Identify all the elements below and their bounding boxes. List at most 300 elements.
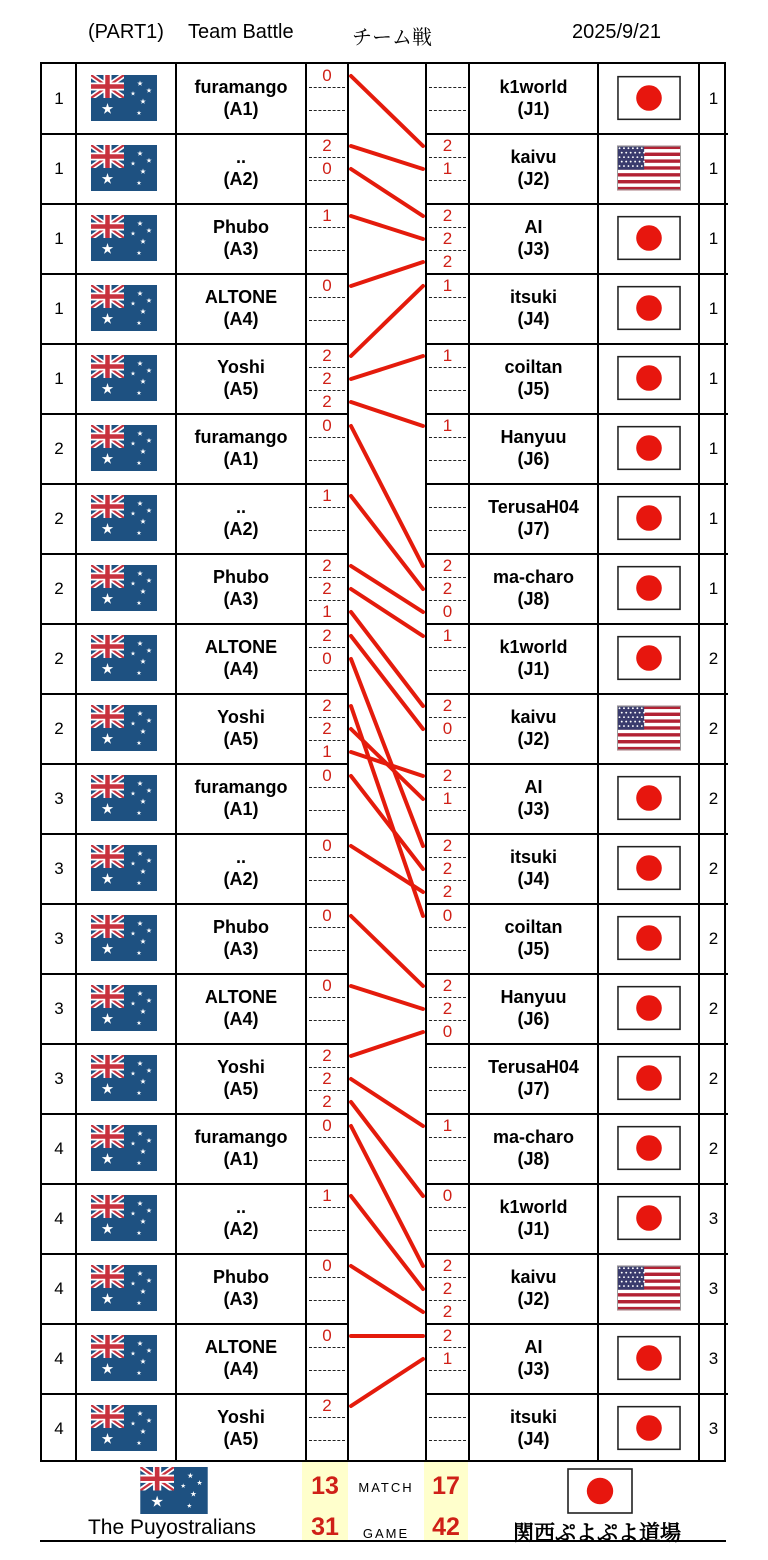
australia-flag-icon [91, 705, 157, 751]
slot-divider [429, 1347, 466, 1348]
australia-flag-icon [91, 1125, 157, 1171]
right-score-slot: 2 [442, 229, 453, 248]
round-number-right: 1 [708, 369, 719, 388]
japan-flag-icon [617, 495, 681, 541]
right-score-slot [427, 671, 468, 693]
right-score-slot [427, 88, 468, 110]
player-flag [91, 705, 157, 751]
match-label: MATCH [358, 1480, 414, 1495]
left-team-flag [140, 1467, 208, 1514]
round-number-right: 2 [708, 859, 719, 878]
player-name: .. (A2) [223, 147, 259, 189]
left-score-slot [307, 1301, 347, 1323]
right-score-slot [427, 928, 468, 950]
round-number-right: 2 [708, 719, 719, 738]
slot-divider [309, 390, 345, 391]
opponent-flag [617, 845, 681, 891]
opponent-name: Hanyuu (J6) [500, 987, 567, 1029]
slot-divider [309, 647, 345, 648]
left-score-slot [307, 1161, 347, 1183]
right-score-slot: 2 [442, 206, 453, 225]
left-score-slot: 2 [322, 579, 332, 598]
right-score-slot [427, 461, 468, 483]
left-score-slot [307, 111, 347, 133]
right-score-slot [427, 1045, 468, 1067]
japan-flag-icon [617, 565, 681, 611]
grid-line [426, 1183, 728, 1185]
slot-divider [309, 1207, 345, 1208]
grid-line [42, 203, 348, 205]
player-flag [91, 775, 157, 821]
us-flag-icon [617, 145, 681, 191]
opponent-flag [617, 565, 681, 611]
australia-flag-icon [91, 145, 157, 191]
round-number-left: 2 [54, 439, 64, 458]
player-name: furamango (A1) [194, 777, 288, 819]
slot-divider [309, 857, 345, 858]
left-match-total: 13 [311, 1472, 339, 1500]
slot-divider [309, 670, 345, 671]
left-score-slot [307, 508, 347, 530]
round-number-right: 3 [708, 1419, 719, 1438]
slot-divider [309, 110, 345, 111]
game-label: GAME [362, 1526, 410, 1541]
round-number-left: 1 [54, 89, 64, 108]
player-name: Phubo (A3) [213, 567, 269, 609]
slot-divider [429, 1440, 466, 1441]
opponent-name: kaivu (J2) [510, 707, 557, 749]
player-flag [91, 1265, 157, 1311]
right-score-slot: 2 [442, 976, 453, 995]
opponent-name: AI (J3) [517, 777, 550, 819]
slot-divider [309, 227, 345, 228]
opponent-flag [617, 425, 681, 471]
australia-flag-icon [91, 495, 157, 541]
player-flag [91, 145, 157, 191]
player-flag [91, 215, 157, 261]
round-number-right: 1 [708, 229, 719, 248]
slot-divider [309, 87, 345, 88]
australia-flag-icon [91, 565, 157, 611]
grid-line [426, 133, 728, 135]
right-score-slot: 2 [442, 999, 453, 1018]
left-score-slot: 0 [322, 649, 332, 668]
left-score-slot [307, 438, 347, 460]
grid-line [426, 1043, 728, 1045]
opponent-name: Hanyuu (J6) [500, 427, 567, 469]
slot-divider [429, 507, 466, 508]
slot-divider [309, 1067, 345, 1068]
opponent-name: coiltan (J5) [504, 357, 563, 399]
left-score-slot [307, 88, 347, 110]
australia-flag-icon [91, 635, 157, 681]
australia-flag-icon [91, 1265, 157, 1311]
opponent-flag [617, 1195, 681, 1241]
slot-divider [309, 1440, 345, 1441]
player-flag [91, 1195, 157, 1241]
slot-divider [429, 787, 466, 788]
player-flag [91, 845, 157, 891]
slot-divider [309, 437, 345, 438]
opponent-flag [617, 775, 681, 821]
grid-line [426, 903, 728, 905]
player-name: Yoshi (A5) [217, 707, 265, 749]
slot-divider [429, 927, 466, 928]
left-score-slot: 0 [322, 159, 332, 178]
page-title: Team Battle [188, 21, 294, 43]
slot-divider [309, 1230, 345, 1231]
round-number-right: 3 [708, 1209, 719, 1228]
right-score-slot [427, 1208, 468, 1230]
left-score-slot [307, 321, 347, 343]
left-score-slot [307, 181, 347, 203]
japan-flag-icon [617, 775, 681, 821]
player-name: .. (A2) [223, 1197, 259, 1239]
event-date: 2025/9/21 [572, 21, 661, 43]
left-score-slot: 2 [322, 1046, 332, 1065]
right-score-slot [427, 1091, 468, 1113]
right-score-slot: 2 [442, 766, 453, 785]
right-score-slot: 0 [442, 1186, 453, 1205]
opponent-flag [617, 1335, 681, 1381]
opponent-flag [617, 495, 681, 541]
right-score-slot: 1 [442, 1349, 453, 1368]
round-number-left: 1 [54, 159, 64, 178]
slot-divider [429, 157, 466, 158]
left-score-slot [307, 1348, 347, 1370]
slot-divider [429, 390, 466, 391]
round-number-left: 3 [54, 859, 64, 878]
slot-divider [429, 1020, 466, 1021]
grid-line [42, 763, 348, 765]
slot-divider [309, 460, 345, 461]
australia-flag-icon [140, 1467, 208, 1514]
grid-line [42, 1113, 348, 1115]
right-match-total: 17 [432, 1472, 460, 1500]
round-number-left: 4 [54, 1279, 64, 1298]
opponent-flag [617, 985, 681, 1031]
left-score-slot: 1 [322, 206, 332, 225]
right-score-slot [427, 508, 468, 530]
opponent-flag [617, 635, 681, 681]
opponent-name: kaivu (J2) [510, 147, 557, 189]
us-flag-icon [617, 1265, 681, 1311]
japan-flag-icon [617, 215, 681, 261]
grid-line [426, 1253, 728, 1255]
slot-divider [429, 1370, 466, 1371]
grid-line [42, 413, 348, 415]
opponent-flag [617, 1125, 681, 1171]
grid-line [426, 833, 728, 835]
slot-divider [429, 320, 466, 321]
match-line [351, 146, 423, 169]
slot-divider [429, 857, 466, 858]
right-score-slot [427, 811, 468, 833]
player-flag [91, 985, 157, 1031]
round-number-left: 3 [54, 789, 64, 808]
round-number-left: 2 [54, 509, 64, 528]
left-score-slot [307, 1021, 347, 1043]
opponent-name: ma-charo (J8) [492, 1127, 575, 1169]
player-flag [91, 285, 157, 331]
grid-line [42, 483, 348, 485]
slot-divider [309, 717, 345, 718]
opponent-name: TerusaH04 (J7) [488, 497, 579, 539]
opponent-name: itsuki (J4) [509, 847, 557, 889]
match-table [40, 62, 726, 1462]
slot-divider [309, 180, 345, 181]
player-name: furamango (A1) [194, 77, 288, 119]
round-number-right: 2 [708, 999, 719, 1018]
opponent-flag [617, 215, 681, 261]
right-score-slot: 1 [442, 626, 453, 645]
left-score-slot: 2 [322, 1396, 332, 1415]
slot-divider [309, 1300, 345, 1301]
header-part-label: (PART1) [88, 21, 164, 43]
slot-divider [429, 1417, 466, 1418]
slot-divider [309, 530, 345, 531]
australia-flag-icon [91, 285, 157, 331]
slot-divider [309, 927, 345, 928]
player-flag [91, 495, 157, 541]
japan-flag-icon [617, 425, 681, 471]
right-score-slot: 2 [442, 1302, 453, 1321]
right-score-slot: 2 [442, 859, 453, 878]
left-score-slot [307, 298, 347, 320]
grid-line [426, 273, 728, 275]
slot-divider [429, 577, 466, 578]
right-score-slot: 2 [442, 882, 453, 901]
right-score-slot: 2 [442, 136, 453, 155]
australia-flag-icon [91, 75, 157, 121]
bracket-lines [348, 64, 426, 1460]
grid-line [42, 1323, 348, 1325]
opponent-flag [617, 915, 681, 961]
left-score-slot [307, 858, 347, 880]
japan-flag-icon [617, 1195, 681, 1241]
match-line [351, 986, 423, 1009]
slot-divider [429, 740, 466, 741]
round-number-right: 2 [708, 649, 719, 668]
match-line [351, 169, 423, 216]
grid-line [42, 1043, 348, 1045]
opponent-name: k1world (J1) [499, 77, 568, 119]
round-number-right: 3 [708, 1279, 719, 1298]
japan-flag-icon [617, 1335, 681, 1381]
right-score-slot: 1 [442, 1116, 453, 1135]
page-title-japanese: チーム戦 [352, 27, 432, 49]
slot-divider [309, 997, 345, 998]
grid-line [42, 553, 348, 555]
slot-divider [309, 297, 345, 298]
right-score-slot: 0 [442, 1022, 453, 1041]
right-score-slot [427, 1441, 468, 1463]
slot-divider [429, 1277, 466, 1278]
slot-divider [429, 110, 466, 111]
grid-line [426, 763, 728, 765]
right-score-slot [427, 1231, 468, 1253]
slot-divider [309, 157, 345, 158]
slot-divider [429, 530, 466, 531]
left-score-slot: 1 [322, 1186, 332, 1205]
right-score-slot [427, 648, 468, 670]
opponent-name: ma-charo (J8) [492, 567, 575, 609]
opponent-flag [617, 1055, 681, 1101]
slot-divider [429, 180, 466, 181]
right-score-slot: 1 [442, 346, 453, 365]
slot-divider [309, 1090, 345, 1091]
right-score-slot: 1 [442, 276, 453, 295]
slot-divider [309, 1160, 345, 1161]
japan-flag-icon [617, 355, 681, 401]
slot-divider [309, 810, 345, 811]
japan-flag-icon [617, 75, 681, 121]
left-score-slot [307, 811, 347, 833]
right-score-slot: 2 [442, 556, 453, 575]
player-name: Yoshi (A5) [217, 1057, 265, 1099]
left-score-slot [307, 251, 347, 273]
left-score-slot [307, 1441, 347, 1463]
australia-flag-icon [91, 1335, 157, 1381]
slot-divider [429, 1207, 466, 1208]
us-flag-icon [617, 705, 681, 751]
slot-divider [309, 1020, 345, 1021]
right-score-slot: 0 [442, 719, 453, 738]
match-line [351, 76, 423, 146]
grid-line [426, 553, 728, 555]
grid-line [42, 693, 348, 695]
match-line [351, 402, 423, 426]
opponent-flag [617, 145, 681, 191]
slot-divider [429, 1090, 466, 1091]
player-flag [91, 1125, 157, 1171]
slot-divider [429, 297, 466, 298]
slot-divider [309, 950, 345, 951]
round-number-left: 4 [54, 1209, 64, 1228]
right-score-slot: 2 [442, 696, 453, 715]
right-score-slot [427, 111, 468, 133]
player-name: Yoshi (A5) [217, 357, 265, 399]
player-name: ALTONE (A4) [204, 987, 278, 1029]
slot-divider [429, 437, 466, 438]
match-line [351, 286, 423, 356]
round-number-right: 3 [708, 1349, 719, 1368]
slot-divider [429, 600, 466, 601]
left-score-slot: 0 [322, 766, 332, 785]
japan-flag-icon [617, 635, 681, 681]
right-score-slot [427, 438, 468, 460]
round-number-right: 1 [708, 299, 719, 318]
japan-flag-icon [617, 1125, 681, 1171]
left-score-slot [307, 671, 347, 693]
right-score-slot: 0 [442, 602, 453, 621]
japan-flag-icon [617, 1055, 681, 1101]
left-score-slot [307, 461, 347, 483]
left-team-name: The Puyostralians [87, 1516, 257, 1539]
round-number-left: 2 [54, 649, 64, 668]
round-number-right: 1 [708, 509, 719, 528]
right-score-slot: 0 [442, 906, 453, 925]
grid-line [42, 1393, 348, 1395]
slot-divider [429, 647, 466, 648]
australia-flag-icon [91, 1195, 157, 1241]
left-score-slot: 2 [322, 346, 332, 365]
grid-line [42, 973, 348, 975]
slot-divider [429, 367, 466, 368]
left-score-slot: 0 [322, 1256, 332, 1275]
player-name: ALTONE (A4) [204, 287, 278, 329]
right-score-slot: 2 [442, 579, 453, 598]
left-score-slot: 2 [322, 136, 332, 155]
japan-flag-icon [617, 985, 681, 1031]
grid-line [426, 973, 728, 975]
round-number-left: 1 [54, 299, 64, 318]
right-score-slot: 1 [442, 416, 453, 435]
right-score-slot: 1 [442, 789, 453, 808]
grid-line [426, 203, 728, 205]
left-score-slot [307, 531, 347, 553]
grid-line [42, 273, 348, 275]
round-number-left: 2 [54, 719, 64, 738]
right-score-slot [427, 741, 468, 763]
grid-line [42, 623, 348, 625]
right-score-slot: 2 [442, 836, 453, 855]
opponent-name: kaivu (J2) [510, 1267, 557, 1309]
slot-divider [309, 1347, 345, 1348]
japan-flag-icon [617, 1405, 681, 1451]
right-score-slot [427, 1068, 468, 1090]
slot-divider [309, 250, 345, 251]
opponent-name: AI (J3) [517, 217, 550, 259]
round-number-left: 3 [54, 999, 64, 1018]
opponent-flag [617, 285, 681, 331]
player-name: furamango (A1) [194, 1127, 288, 1169]
slot-divider [309, 1137, 345, 1138]
australia-flag-icon [91, 1055, 157, 1101]
totals-footer [40, 1462, 726, 1545]
left-score-slot: 2 [322, 1069, 332, 1088]
slot-divider [429, 950, 466, 951]
left-score-slot: 1 [322, 602, 332, 621]
right-score-slot: 2 [442, 1256, 453, 1275]
slot-divider [429, 250, 466, 251]
australia-flag-icon [91, 985, 157, 1031]
player-name: Phubo (A3) [213, 917, 269, 959]
australia-flag-icon [91, 915, 157, 961]
match-line [351, 356, 423, 379]
slot-divider [309, 1277, 345, 1278]
left-score-slot [307, 788, 347, 810]
round-number-right: 2 [708, 1139, 719, 1158]
left-score-slot [307, 1278, 347, 1300]
round-number-right: 1 [708, 439, 719, 458]
grid-line [42, 833, 348, 835]
right-score-slot [427, 951, 468, 973]
opponent-flag [617, 1405, 681, 1451]
round-number-left: 1 [54, 229, 64, 248]
match-line [351, 659, 423, 846]
player-name: ALTONE (A4) [204, 637, 278, 679]
grid-line [426, 343, 728, 345]
right-score-slot [427, 1395, 468, 1417]
player-flag [91, 75, 157, 121]
slot-divider [429, 717, 466, 718]
opponent-name: coiltan (J5) [504, 917, 563, 959]
left-score-slot [307, 998, 347, 1020]
grid-line [42, 1183, 348, 1185]
left-score-slot: 0 [322, 276, 332, 295]
left-game-total: 31 [311, 1513, 339, 1541]
